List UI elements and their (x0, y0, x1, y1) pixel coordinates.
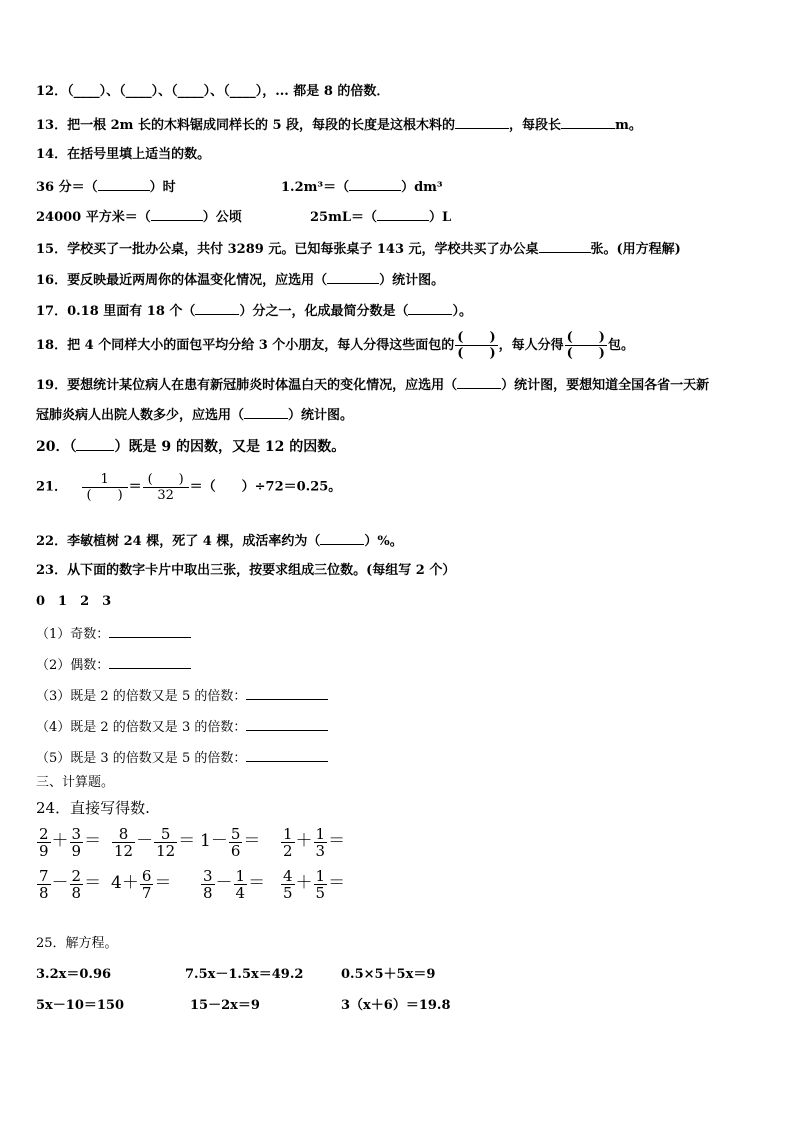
answer-blank (349, 178, 401, 191)
answer-blank (195, 302, 239, 315)
question-number: 12． (36, 84, 68, 99)
answer-blank (455, 116, 509, 129)
question-14-row-1b: 1.2m³＝（ ）dm³ (281, 180, 443, 195)
answer-blank: （____） (223, 84, 263, 99)
answer-blank (539, 240, 591, 253)
answer-line (109, 625, 191, 638)
answer-line (246, 749, 328, 762)
question-21: 21． $\frac{1}{( )}$ ＝ $\frac{( )}{32}$ ＝（ ）÷72＝0.25。 (36, 472, 342, 503)
question-23-part-5: （5）既是 3 的倍数又是 5 的倍数： (36, 749, 328, 767)
fraction: $\frac{2}{9}$ (39, 825, 49, 860)
expr-2: $\frac{8}{12}$ － $\frac{5}{12}$ ＝ (114, 825, 196, 860)
answer-blank (561, 116, 615, 129)
answer-blank (244, 406, 288, 419)
fraction: $\frac{1}{3}$ (315, 825, 326, 860)
answer-blank (457, 376, 501, 389)
fraction: $\frac{4}{5}$ (283, 867, 293, 902)
question-23-part-2: （2）偶数： (36, 656, 191, 674)
question-14-row-1a: 36 分＝（ ）时 (36, 180, 176, 195)
question-22: 22．李敏植树 24 棵，死了 4 棵，成活率约为（ ）%。 (36, 534, 403, 549)
expr-5: $\frac{7}{8}$ － $\frac{2}{8}$ ＝ (39, 867, 102, 902)
fraction: $\frac{3}{9}$ (71, 825, 82, 860)
question-23-part-1: （1）奇数： (36, 625, 191, 643)
question-12: 12．（____）、（____）、（____）、（____），... 都是 8 的倍数． (36, 84, 390, 99)
question-15: 15．学校买了一批办公桌，共付 3289 元。已知每张桌子 143 元，学校共买了办公桌 张。(用方程解) (36, 242, 681, 257)
question-number: 14． (36, 147, 68, 162)
question-23-part-3: （3）既是 2 的倍数又是 5 的倍数： (36, 687, 328, 705)
question-number: 18． (36, 338, 68, 353)
fraction-blank: $\frac{( )}{( )}$ (457, 330, 496, 361)
question-17: 17．0.18 里面有 18 个（ ）分之一，化成最简分数是（ ）。 (36, 304, 472, 319)
fraction: $\frac{5}{12}$ (156, 825, 176, 860)
fraction: $\frac{1}{5}$ (315, 867, 326, 902)
section-heading: 三、计算题。 (36, 775, 115, 790)
answer-line (246, 687, 328, 700)
answer-blank (320, 532, 364, 545)
question-23-part-4: （4）既是 2 的倍数又是 3 的倍数： (36, 718, 328, 736)
answer-blank (377, 208, 429, 221)
question-19-line-2: 冠肺炎病人出院人数多少，应选用（ ）统计图。 (36, 408, 354, 423)
expr-6: 4＋ $\frac{6}{7}$ ＝ (111, 867, 172, 902)
question-number: 23． (36, 563, 68, 578)
equation-2: 7.5x－1.5x＝49.2 (185, 967, 304, 982)
question-16: 16．要反映最近两周你的体温变化情况，应选用（ ）统计图。 (36, 273, 445, 288)
question-number: 19． (36, 378, 68, 393)
expr-4: $\frac{1}{2}$ ＋ $\frac{1}{3}$ ＝ (283, 825, 346, 860)
equation-3: 0.5×5＋5x＝9 (341, 967, 436, 982)
equation-6: 3（x＋6）＝19.8 (341, 998, 451, 1013)
question-18: 18．把 4 个同样大小的面包平均分给 3 个小朋友，每人分得这些面包的 $\frac{( )}{( )}$ ，每人分得 $\frac{( )}{( )}$ 包。 (36, 330, 634, 361)
question-20: 20．（ ）既是 9 的因数，又是 12 的因数。 (36, 439, 346, 455)
fraction: $\frac{2}{8}$ (71, 867, 82, 902)
fraction: $\frac{3}{8}$ (203, 867, 213, 902)
question-number: 22． (36, 534, 68, 549)
question-19-line-1: 19．要想统计某位病人在患有新冠肺炎时体温白天的变化情况，应选用（ ）统计图，要想知道全国各省一天新 (36, 378, 710, 393)
fraction-1: $\frac{1}{( )}$ (82, 472, 128, 503)
digit-cards: 0 1 2 3 (36, 594, 112, 609)
fraction: $\frac{8}{12}$ (114, 825, 134, 860)
answer-blank: （____） (67, 84, 107, 99)
question-14-row-2a: 24000 平方米＝（ ）公顷 (36, 210, 242, 225)
answer-blank: （____） (119, 84, 159, 99)
fraction-blank: $\frac{( )}{( )}$ (566, 330, 605, 361)
expr-1: $\frac{2}{9}$ ＋ $\frac{3}{9}$ ＝ (39, 825, 102, 860)
answer-blank (327, 271, 379, 284)
fraction-2: $\frac{( )}{32}$ (143, 472, 189, 503)
question-number: 21． (36, 479, 68, 495)
answer-blank (98, 178, 150, 191)
equation-1: 3.2x＝0.96 (36, 967, 112, 982)
fraction: $\frac{6}{7}$ (141, 867, 152, 902)
question-number: 16． (36, 273, 68, 288)
answer-blank (76, 438, 114, 451)
question-14-row-2b: 25mL＝（ ）L (310, 210, 452, 225)
answer-line (246, 718, 328, 731)
question-24-title: 24．直接写得数. (36, 799, 150, 817)
question-14: 14．在括号里填上适当的数。 (36, 147, 211, 162)
expr-3: 1－ $\frac{5}{6}$ ＝ (200, 825, 261, 860)
answer-blank (408, 302, 452, 315)
question-number: 17． (36, 304, 68, 319)
fraction: $\frac{5}{6}$ (230, 825, 241, 860)
answer-line (109, 656, 191, 669)
question-23: 23．从下面的数字卡片中取出三张，按要求组成三位数。(每组写 2 个） (36, 563, 456, 578)
question-number: 20． (36, 439, 70, 455)
expr-8: $\frac{4}{5}$ ＋ $\frac{1}{5}$ ＝ (283, 867, 346, 902)
equation-5: 15－2x＝9 (190, 998, 260, 1013)
question-13: 13．把一根 2m 长的木料锯成同样长的 5 段，每段的长度是这根木料的 ，每段长 m。 (36, 118, 642, 133)
fraction: $\frac{1}{4}$ (235, 867, 246, 902)
answer-blank (151, 208, 203, 221)
expr-7: $\frac{3}{8}$ － $\frac{1}{4}$ ＝ (203, 867, 266, 902)
question-number: 13． (36, 118, 68, 133)
fraction: $\frac{1}{2}$ (283, 825, 293, 860)
question-number: 15． (36, 242, 68, 257)
question-25-title: 25．解方程。 (36, 936, 118, 951)
fraction: $\frac{7}{8}$ (39, 867, 49, 902)
answer-blank: （____） (171, 84, 211, 99)
equation-4: 5x－10＝150 (36, 998, 125, 1013)
